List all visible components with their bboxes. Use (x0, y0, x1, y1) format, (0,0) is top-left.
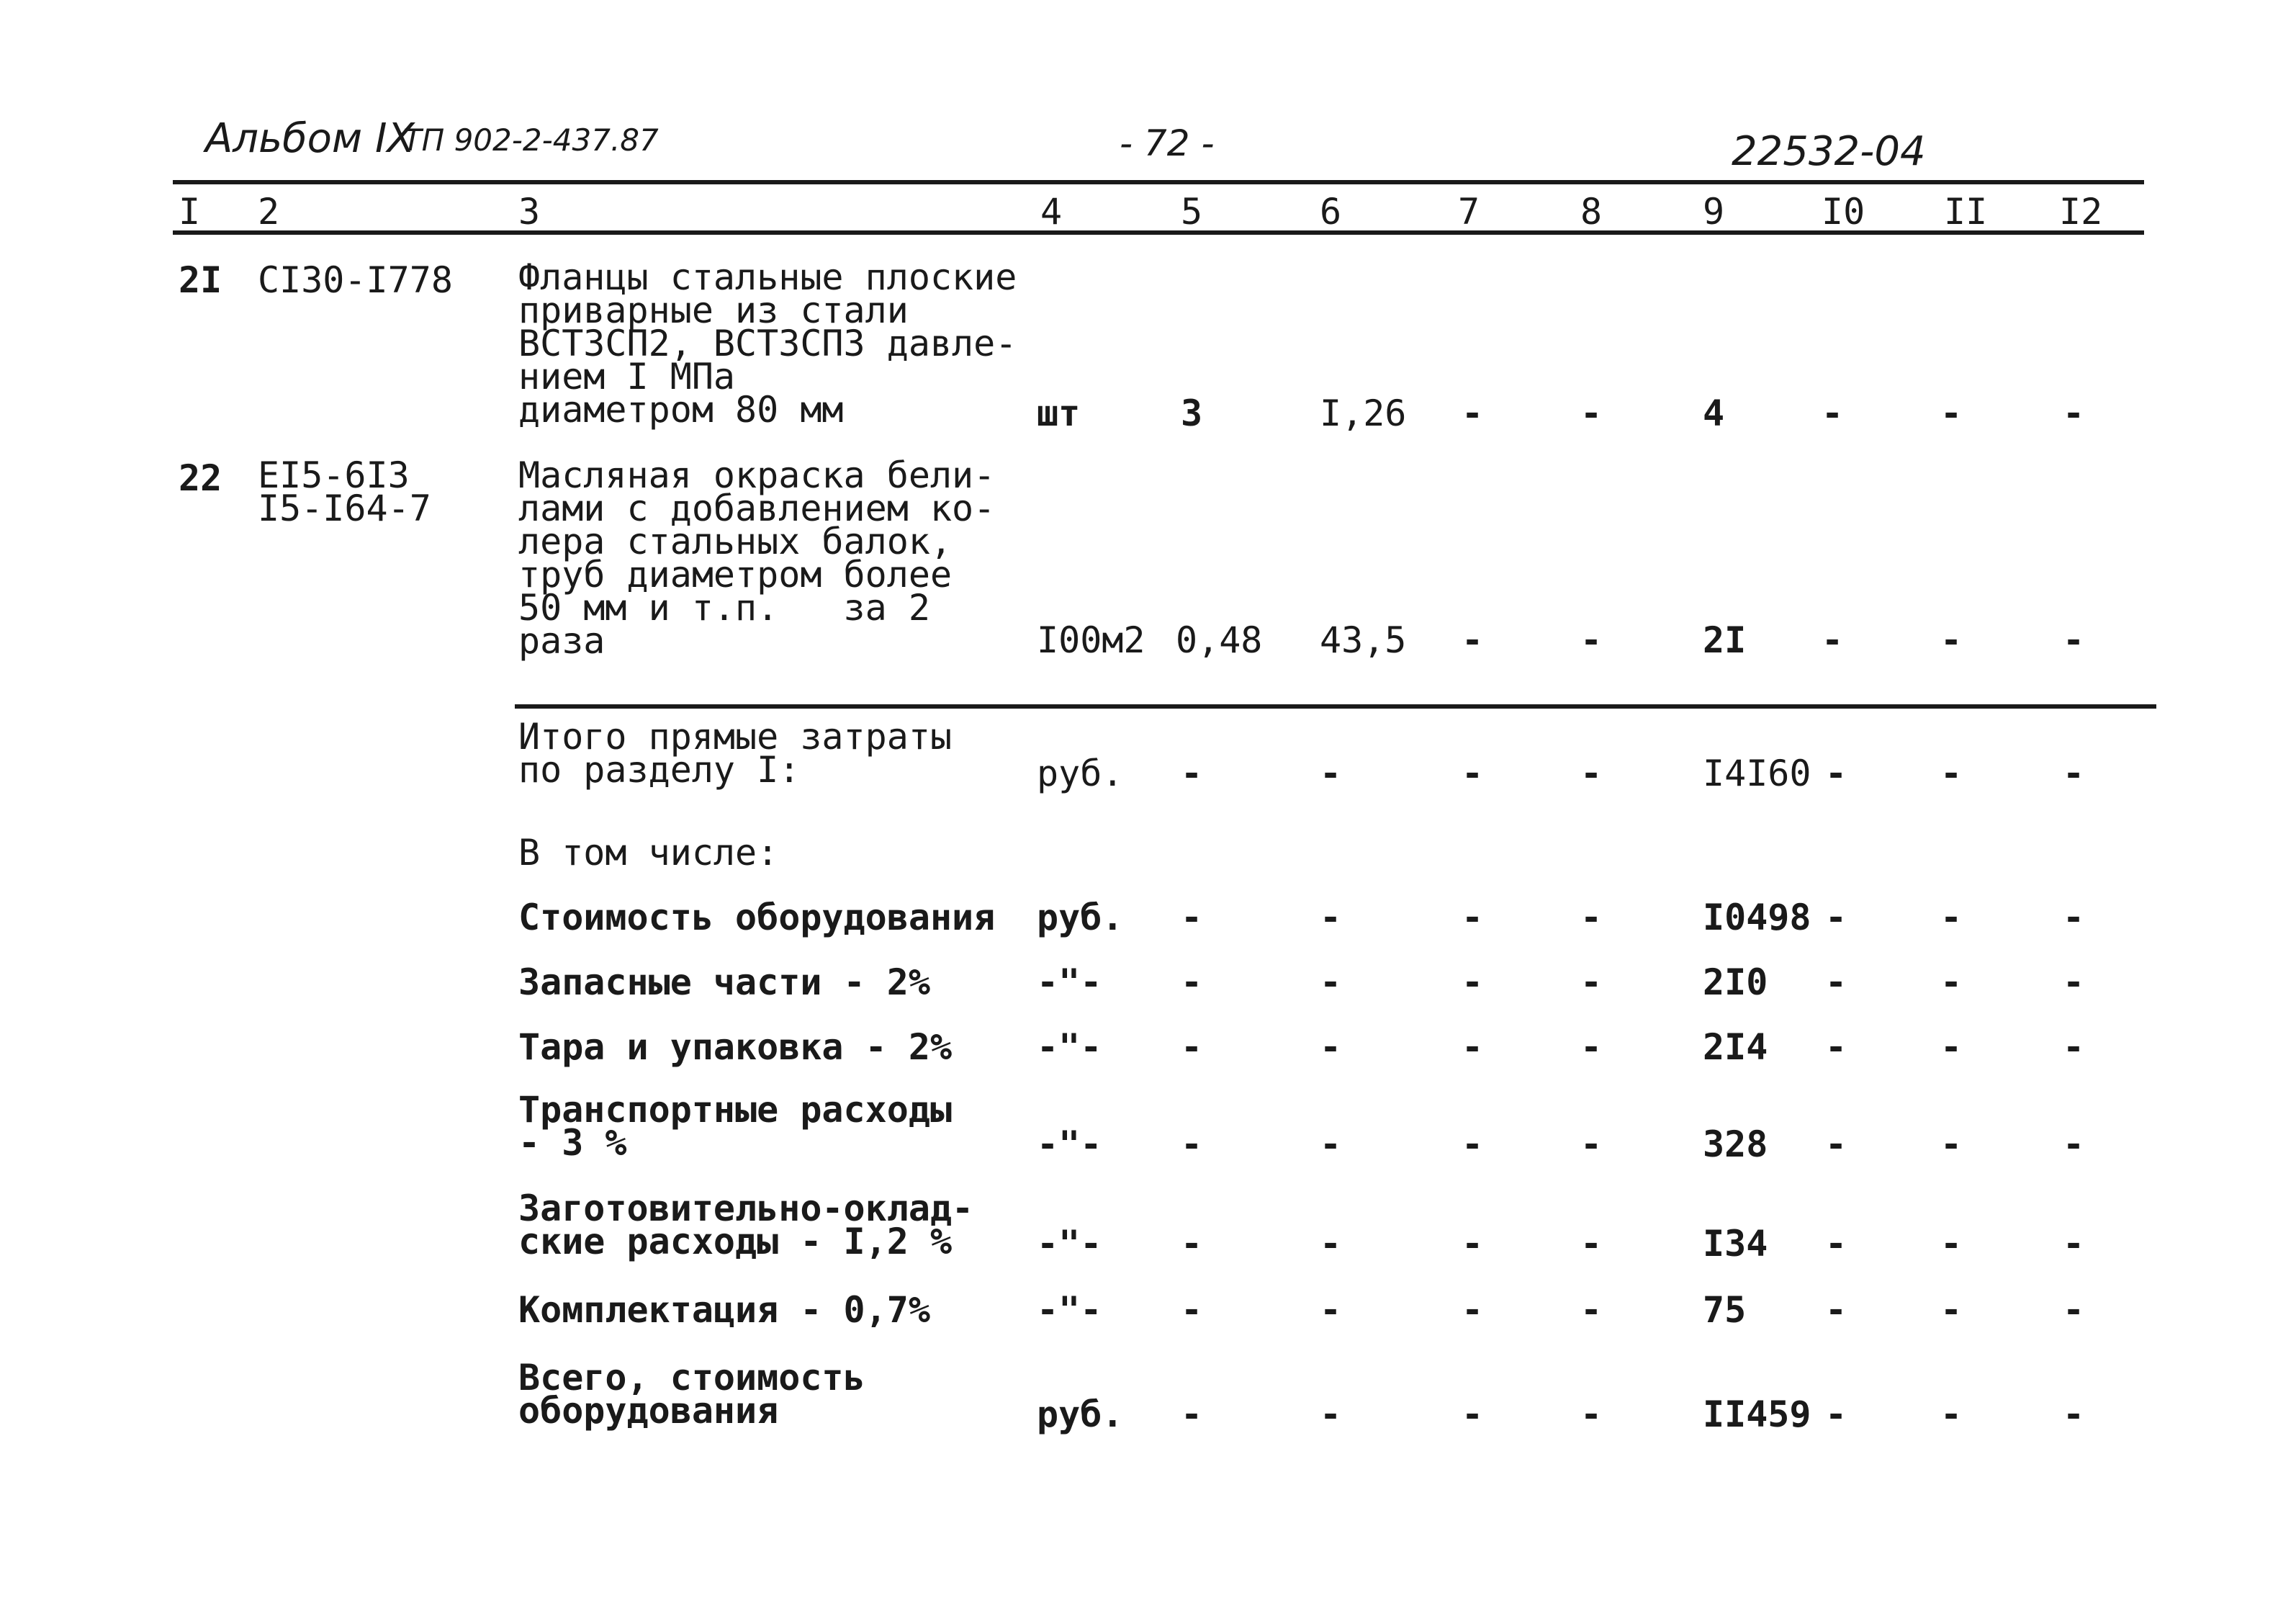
row-price: 43,5 (1320, 619, 1407, 661)
column-header: 9 (1703, 191, 1725, 233)
section-rule (515, 704, 2156, 709)
summary-col12: - (2063, 1393, 2085, 1435)
column-header: 7 (1458, 191, 1480, 233)
row-col10: - (1822, 619, 1844, 661)
summary-col6: - (1320, 961, 1342, 1003)
summary-col5: - (1181, 1289, 1203, 1331)
row-col7: - (1462, 619, 1484, 661)
row-number: 22 (179, 457, 222, 499)
summary-col9: I4I60 (1703, 753, 1811, 794)
summary-col8: - (1580, 1393, 1603, 1435)
summary-col9: II459 (1703, 1393, 1811, 1435)
summary-description: Заготовительно-оклад- ские расходы - I,2 % (518, 1188, 974, 1262)
row-unit: I00м2 (1037, 619, 1145, 661)
row-quantity: 3 (1181, 392, 1203, 434)
summary-col8: - (1580, 753, 1603, 794)
summary-col5: - (1181, 753, 1203, 794)
row-unit: шт (1037, 392, 1081, 434)
summary-col7: - (1462, 1123, 1484, 1165)
summary-col10: - (1825, 1123, 1847, 1165)
summary-col7: - (1462, 1026, 1484, 1068)
row-description: Масляная окраска бели- лами с добавлением ко- лера стальных балок, труб диаметром более 50 мм и т.п. за 2 раза (518, 454, 996, 662)
summary-col11: - (1940, 1123, 1963, 1165)
summary-description: Стоимость оборудования (518, 897, 996, 938)
project-code: ТП 902-2-437.87 (403, 122, 659, 158)
summary-unit: -"- (1037, 1123, 1102, 1165)
summary-col9: 75 (1703, 1289, 1747, 1331)
row-number: 2I (179, 259, 222, 301)
header-top-rule (173, 180, 2144, 184)
summary-description: Тара и упаковка - 2% (518, 1026, 953, 1068)
summary-col10: - (1825, 1223, 1847, 1265)
column-header: II (1944, 191, 1988, 233)
summary-col8: - (1580, 1289, 1603, 1331)
summary-col9: 328 (1703, 1123, 1768, 1165)
summary-col10: - (1825, 1393, 1847, 1435)
summary-col11: - (1940, 897, 1963, 938)
page-number: - 72 - (1120, 122, 1215, 164)
summary-col7: - (1462, 1393, 1484, 1435)
row-col12: - (2063, 392, 2085, 434)
row-code: CI30-I778 (258, 259, 453, 301)
summary-col6: - (1320, 897, 1342, 938)
summary-col12: - (2063, 1026, 2085, 1068)
summary-col12: - (2063, 1289, 2085, 1331)
summary-unit: -"- (1037, 961, 1102, 1003)
summary-col5: - (1181, 1393, 1203, 1435)
summary-unit: -"- (1037, 1289, 1102, 1331)
summary-col5: - (1181, 1223, 1203, 1265)
row-col9: 4 (1703, 392, 1725, 434)
summary-col11: - (1940, 1223, 1963, 1265)
document-code: 22532-04 (1732, 128, 1926, 175)
summary-col9: I0498 (1703, 897, 1811, 938)
summary-col7: - (1462, 961, 1484, 1003)
summary-unit: руб. (1037, 753, 1124, 794)
summary-col5: - (1181, 897, 1203, 938)
summary-col8: - (1580, 897, 1603, 938)
row-quantity: 0,48 (1176, 619, 1263, 661)
summary-col12: - (2063, 753, 2085, 794)
summary-col8: - (1580, 1123, 1603, 1165)
summary-col10: - (1825, 1026, 1847, 1068)
summary-col5: - (1181, 961, 1203, 1003)
summary-unit: -"- (1037, 1026, 1102, 1068)
summary-description: Комплектация - 0,7% (518, 1289, 930, 1331)
summary-col7: - (1462, 897, 1484, 938)
summary-col5: - (1181, 1123, 1203, 1165)
summary-col12: - (2063, 1223, 2085, 1265)
summary-col6: - (1320, 1026, 1342, 1068)
summary-col12: - (2063, 897, 2085, 938)
row-col11: - (1940, 619, 1963, 661)
summary-col11: - (1940, 961, 1963, 1003)
row-col8: - (1580, 619, 1603, 661)
summary-col7: - (1462, 1289, 1484, 1331)
summary-col8: - (1580, 1026, 1603, 1068)
summary-col9: I34 (1703, 1223, 1768, 1265)
summary-col8: - (1580, 961, 1603, 1003)
column-header: 5 (1181, 191, 1203, 233)
row-col7: - (1462, 392, 1484, 434)
row-price: I,26 (1320, 392, 1407, 434)
summary-description: Запасные части - 2% (518, 961, 930, 1003)
summary-unit: руб. (1037, 1393, 1124, 1435)
row-col9: 2I (1703, 619, 1747, 661)
column-header: 3 (518, 191, 541, 233)
row-col11: - (1940, 392, 1963, 434)
summary-col11: - (1940, 1393, 1963, 1435)
column-header: I (179, 191, 201, 233)
summary-col11: - (1940, 1289, 1963, 1331)
summary-col9: 2I4 (1703, 1026, 1768, 1068)
column-header: 8 (1580, 191, 1603, 233)
column-header: I0 (1822, 191, 1865, 233)
row-description: Фланцы стальные плоские приварные из стали ВСТ3СП2, ВСТ3СП3 давле- нием I МПа диаметром 80 мм (518, 256, 1017, 431)
subsection-label: В том числе: (518, 832, 779, 874)
summary-col11: - (1940, 753, 1963, 794)
column-header: 6 (1320, 191, 1342, 233)
summary-col6: - (1320, 1123, 1342, 1165)
row-code: EI5-6I3 I5-I64-7 (258, 454, 431, 529)
summary-unit: -"- (1037, 1223, 1102, 1265)
summary-col11: - (1940, 1026, 1963, 1068)
summary-col10: - (1825, 753, 1847, 794)
summary-description: Итого прямые затраты по разделу I: (518, 716, 953, 791)
summary-unit: руб. (1037, 897, 1124, 938)
row-col8: - (1580, 392, 1603, 434)
summary-col6: - (1320, 1223, 1342, 1265)
summary-description: Всего, стоимость оборудования (518, 1357, 865, 1432)
summary-col9: 2I0 (1703, 961, 1768, 1003)
summary-col7: - (1462, 1223, 1484, 1265)
summary-col12: - (2063, 1123, 2085, 1165)
row-col10: - (1822, 392, 1844, 434)
summary-col10: - (1825, 961, 1847, 1003)
summary-col6: - (1320, 1393, 1342, 1435)
summary-col8: - (1580, 1223, 1603, 1265)
album-label: Альбом IX (205, 115, 415, 162)
summary-col6: - (1320, 753, 1342, 794)
summary-col7: - (1462, 753, 1484, 794)
summary-col5: - (1181, 1026, 1203, 1068)
column-header: 2 (258, 191, 280, 233)
summary-col12: - (2063, 961, 2085, 1003)
summary-col10: - (1825, 1289, 1847, 1331)
summary-col6: - (1320, 1289, 1342, 1331)
summary-description: Транспортные расходы - 3 % (518, 1089, 953, 1164)
column-header: I2 (2059, 191, 2103, 233)
row-col12: - (2063, 619, 2085, 661)
summary-col10: - (1825, 897, 1847, 938)
column-header: 4 (1040, 191, 1063, 233)
